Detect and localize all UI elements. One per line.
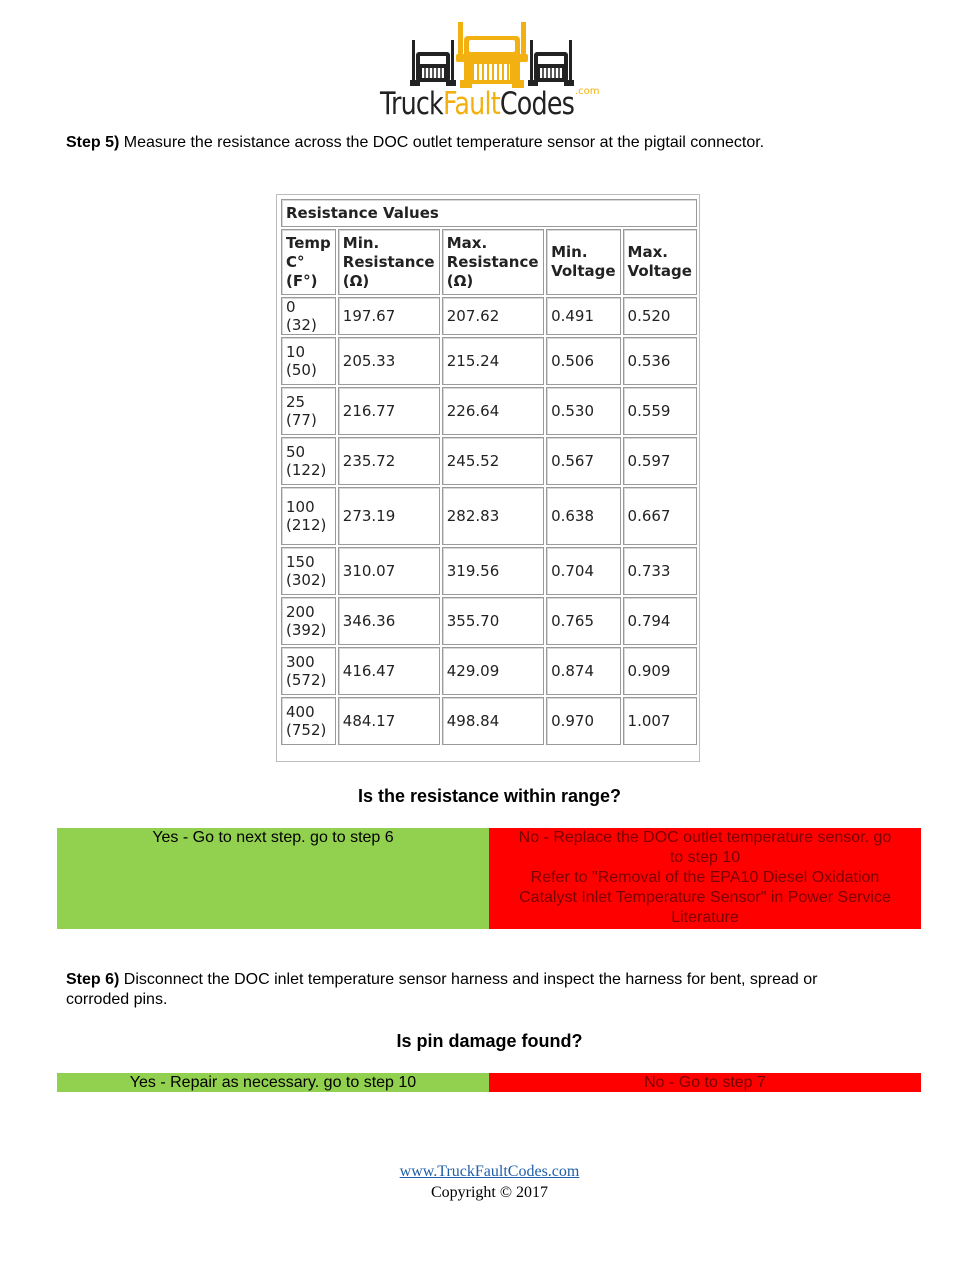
table-title: Resistance Values bbox=[281, 199, 697, 227]
step6-paragraph bbox=[66, 970, 818, 1010]
table-row bbox=[281, 547, 697, 595]
table-row bbox=[281, 647, 697, 695]
answers-resistance bbox=[57, 828, 921, 929]
cell-max-resistance: 319.56 bbox=[442, 547, 544, 595]
cell-min-resistance: 273.19 bbox=[338, 487, 440, 545]
cell-max-voltage: 0.536 bbox=[623, 337, 697, 385]
cell-min-resistance: 216.77 bbox=[338, 387, 440, 435]
cell-temp-f: (572) bbox=[286, 671, 327, 689]
answer-yes-resistance[interactable]: Yes - Go to next step. go to step 6 bbox=[57, 828, 489, 929]
table-row bbox=[281, 597, 697, 645]
cell-min-resistance: 235.72 bbox=[338, 437, 440, 485]
header-temp bbox=[281, 229, 336, 295]
cell-max-voltage: 0.667 bbox=[623, 487, 697, 545]
answer-yes-pin-damage[interactable]: Yes - Repair as necessary. go to step 10 bbox=[57, 1073, 489, 1092]
cell-min-resistance: 205.33 bbox=[338, 337, 440, 385]
cell-temp-c: 150 bbox=[286, 553, 315, 571]
header-text: Resistance bbox=[342, 252, 435, 271]
cell-min-voltage: 0.506 bbox=[546, 337, 620, 385]
cell-temp-f: (302) bbox=[286, 571, 327, 589]
cell-temp-c: 25 bbox=[286, 393, 306, 411]
cell-max-resistance: 355.70 bbox=[442, 597, 544, 645]
question-resistance-in-range: Is the resistance within range? bbox=[357, 786, 622, 806]
header-text: Max. bbox=[446, 233, 488, 252]
step5-paragraph bbox=[66, 133, 764, 153]
step6-text-line1: Disconnect the DOC inlet temperature sensor harness and inspect the harness for bent, spread or bbox=[119, 971, 818, 988]
step6-label: Step 6) bbox=[66, 971, 120, 988]
table-row bbox=[281, 337, 697, 385]
cell-temp bbox=[281, 437, 336, 485]
cell-temp-f: (50) bbox=[286, 361, 317, 379]
logo-wordmark bbox=[380, 86, 575, 122]
answer-no-line: Refer to "Removal of the EPA10 Diesel Oxidation bbox=[530, 869, 880, 886]
cell-min-voltage: 0.765 bbox=[546, 597, 620, 645]
footer-link[interactable]: www.TruckFaultCodes.com bbox=[399, 1163, 580, 1180]
header-text: Temp bbox=[286, 233, 331, 252]
table-row bbox=[281, 487, 697, 545]
logo-word-codes: Codes bbox=[499, 86, 575, 122]
cell-temp bbox=[281, 487, 336, 545]
cell-temp-f: (752) bbox=[286, 721, 327, 739]
table-title-row bbox=[281, 199, 697, 227]
logo-word-fault: Fault bbox=[442, 86, 500, 122]
answers-pin-damage bbox=[57, 1073, 921, 1092]
cell-temp bbox=[281, 387, 336, 435]
cell-min-resistance: 346.36 bbox=[338, 597, 440, 645]
header-min-resistance bbox=[338, 229, 440, 295]
cell-min-voltage: 0.491 bbox=[546, 297, 620, 335]
cell-temp-c: 100 bbox=[286, 498, 315, 516]
footer bbox=[0, 1161, 979, 1203]
table-row bbox=[281, 437, 697, 485]
question-pin-damage: Is pin damage found? bbox=[396, 1031, 583, 1051]
header-text: Max. bbox=[627, 243, 668, 261]
cell-temp: 0 (32) bbox=[281, 297, 336, 335]
logo-word-truck: Truck bbox=[380, 86, 443, 122]
cell-min-voltage: 0.567 bbox=[546, 437, 620, 485]
cell-max-voltage: 1.007 bbox=[623, 697, 697, 745]
answer-no-resistance[interactable] bbox=[489, 828, 921, 929]
resistance-table-frame bbox=[276, 194, 700, 762]
cell-temp bbox=[281, 697, 336, 745]
step6-text-line2: corroded pins. bbox=[66, 991, 168, 1008]
cell-max-voltage: 0.597 bbox=[623, 437, 697, 485]
cell-temp-c: 10 bbox=[286, 343, 306, 361]
header-text: Min. bbox=[342, 233, 380, 252]
cell-max-voltage: 0.733 bbox=[623, 547, 697, 595]
cell-max-resistance: 282.83 bbox=[442, 487, 544, 545]
header-text: Resistance bbox=[446, 252, 539, 271]
answer-no-line: Literature bbox=[671, 909, 739, 926]
header-text: C° bbox=[286, 252, 305, 271]
answer-no-line: to step 10 bbox=[669, 849, 741, 866]
cell-min-voltage: 0.530 bbox=[546, 387, 620, 435]
header-text: Voltage bbox=[627, 262, 692, 280]
cell-min-resistance: 484.17 bbox=[338, 697, 440, 745]
cell-min-voltage: 0.874 bbox=[546, 647, 620, 695]
cell-temp-f: (392) bbox=[286, 621, 327, 639]
footer-copyright: Copyright © 2017 bbox=[430, 1184, 549, 1201]
table-row bbox=[281, 387, 697, 435]
table-row bbox=[281, 297, 697, 335]
logo-com: .com bbox=[575, 86, 600, 97]
step5-text: Measure the resistance across the DOC outlet temperature sensor at the pigtail connector. bbox=[119, 134, 765, 151]
cell-min-resistance: 310.07 bbox=[338, 547, 440, 595]
cell-temp bbox=[281, 597, 336, 645]
cell-max-resistance: 215.24 bbox=[442, 337, 544, 385]
cell-min-voltage: 0.970 bbox=[546, 697, 620, 745]
header-text: Min. bbox=[551, 243, 588, 261]
cell-temp-f: (77) bbox=[286, 411, 317, 429]
answer-no-line: No - Replace the DOC outlet temperature sensor. go bbox=[518, 829, 892, 846]
header-min-voltage bbox=[546, 229, 620, 295]
header-text: (F°) bbox=[286, 271, 318, 290]
header-max-resistance bbox=[442, 229, 544, 295]
cell-temp-f: (122) bbox=[286, 461, 327, 479]
cell-min-resistance: 416.47 bbox=[338, 647, 440, 695]
cell-temp-c: 400 bbox=[286, 703, 315, 721]
cell-max-resistance: 429.09 bbox=[442, 647, 544, 695]
cell-min-voltage: 0.638 bbox=[546, 487, 620, 545]
cell-max-voltage: 0.794 bbox=[623, 597, 697, 645]
answer-no-line: Catalyst Inlet Temperature Sensor" in Power Service bbox=[519, 889, 891, 906]
cell-max-resistance: 498.84 bbox=[442, 697, 544, 745]
cell-max-resistance: 245.52 bbox=[442, 437, 544, 485]
cell-temp bbox=[281, 547, 336, 595]
header-max-voltage bbox=[623, 229, 697, 295]
cell-temp-c: 50 bbox=[286, 443, 306, 461]
truck-front-icon bbox=[372, 18, 612, 88]
answer-no-pin-damage[interactable]: No - Go to step 7 bbox=[489, 1073, 921, 1092]
cell-max-resistance: 226.64 bbox=[442, 387, 544, 435]
table-header-row bbox=[281, 229, 697, 295]
resistance-table bbox=[279, 197, 699, 747]
cell-max-voltage: 0.520 bbox=[623, 297, 697, 335]
cell-max-voltage: 0.559 bbox=[623, 387, 697, 435]
header-text: Voltage bbox=[551, 262, 616, 280]
cell-min-voltage: 0.704 bbox=[546, 547, 620, 595]
header-text: (Ω) bbox=[342, 271, 370, 290]
cell-temp bbox=[281, 647, 336, 695]
cell-temp bbox=[281, 337, 336, 385]
cell-max-voltage: 0.909 bbox=[623, 647, 697, 695]
cell-min-resistance: 197.67 bbox=[338, 297, 440, 335]
cell-temp-c: 200 bbox=[286, 603, 315, 621]
cell-temp-f: (212) bbox=[286, 516, 327, 534]
table-row bbox=[281, 697, 697, 745]
header-text: (Ω) bbox=[446, 271, 474, 290]
cell-temp-c: 300 bbox=[286, 653, 315, 671]
site-logo bbox=[372, 18, 612, 128]
cell-max-resistance: 207.62 bbox=[442, 297, 544, 335]
step5-label: Step 5) bbox=[66, 134, 120, 151]
